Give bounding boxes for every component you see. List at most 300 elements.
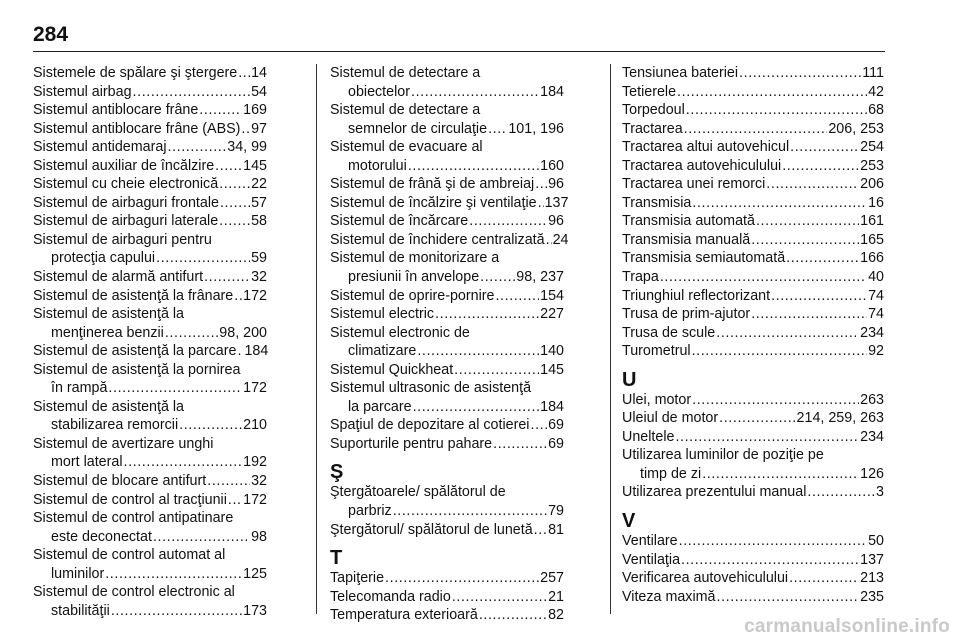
index-entry-line	[622, 409, 884, 428]
index-entry	[33, 268, 267, 287]
index-entry-line	[622, 101, 884, 120]
leader-dots	[686, 101, 867, 120]
index-entry	[330, 379, 564, 416]
index-entry-line	[33, 565, 267, 584]
index-entry-term: Sistemul Quickheat	[330, 361, 454, 378]
index-entry-term: Sistemul de airbaguri laterale	[33, 213, 219, 230]
section-letter: Ş	[330, 461, 344, 484]
index-entry-pages: 97	[251, 120, 267, 137]
index-entry-term: timp de zi	[640, 465, 702, 482]
leader-dots	[692, 391, 859, 410]
leader-dots	[204, 268, 250, 287]
index-entry	[33, 342, 267, 361]
index-entry-term: semnelor de circulaţie	[348, 120, 488, 137]
index-entry	[33, 175, 267, 194]
index-entry	[33, 546, 267, 583]
leader-dots	[124, 453, 243, 472]
leader-dots	[702, 465, 859, 484]
leader-dots	[782, 157, 859, 176]
index-entry	[330, 138, 564, 175]
leader-dots	[241, 120, 250, 139]
index-entry	[622, 569, 884, 588]
leader-dots	[234, 287, 242, 306]
leader-dots	[156, 249, 250, 268]
index-entry-line	[33, 83, 267, 102]
index-entry-term: Uleiul de motor	[622, 410, 719, 427]
index-entry-term: Sistemul de detectare a	[330, 102, 481, 119]
index-entry-pages: 214, 259, 263	[796, 410, 884, 427]
index-entry-term: Tapiţerie	[330, 570, 385, 587]
leader-dots	[385, 569, 539, 588]
index-entry	[33, 287, 267, 306]
leader-dots	[480, 268, 515, 287]
index-entry-line	[33, 528, 267, 547]
index-entry-line	[330, 157, 564, 176]
index-entry	[330, 287, 564, 306]
index-entry-line	[622, 569, 884, 588]
index-entry-line	[330, 435, 564, 454]
index-entry	[622, 120, 884, 139]
column-separator	[610, 64, 611, 614]
index-entry-term: presiunii în anvelope	[348, 269, 480, 286]
leader-dots	[677, 83, 867, 102]
leader-dots	[105, 565, 242, 584]
index-entry-pages: 184	[540, 398, 564, 415]
leader-dots	[228, 491, 242, 510]
index-entry-term: Sistemul de frână şi de ambreiaj	[330, 176, 535, 193]
index-entry-line	[622, 532, 884, 551]
index-entry-term: Transmisia	[622, 194, 692, 211]
index-entry-term: Sistemul airbag	[33, 83, 132, 100]
index-entry-line	[330, 101, 564, 120]
index-entry-pages: 184	[540, 83, 564, 100]
index-entry-line	[622, 157, 884, 176]
index-entry-line	[33, 435, 267, 454]
index-entry-pages: 161	[860, 213, 884, 230]
leader-dots	[751, 305, 867, 324]
index-entry-term: Sistemul electronic de	[330, 324, 470, 341]
index-entry-pages: 263	[860, 391, 884, 408]
index-entry	[622, 101, 884, 120]
index-entry-line	[622, 138, 884, 157]
index-entry-line	[33, 287, 267, 306]
index-entry-term: la parcare	[348, 398, 412, 415]
index-entry-line	[622, 305, 884, 324]
index-entry-term: Viteza maximă	[622, 588, 716, 605]
index-entry-pages: 257	[540, 570, 564, 587]
index-entry	[33, 138, 267, 157]
index-entry-term: Verificarea autovehiculului	[622, 570, 789, 587]
index-entry-term: Sistemul de asistenţă la parcare	[33, 343, 237, 360]
leader-dots	[452, 588, 547, 607]
leader-dots	[108, 379, 242, 398]
index-entry-pages: 14	[251, 65, 267, 81]
leader-dots	[179, 416, 242, 435]
index-entry-pages: 125	[243, 565, 267, 582]
index-entry-pages: 173	[243, 602, 267, 619]
index-entry-line	[330, 361, 564, 380]
index-entry-line	[330, 120, 564, 139]
index-entry-pages: 234	[860, 428, 884, 445]
column-separator	[316, 64, 317, 614]
index-entry-term: Transmisia semiautomată	[622, 250, 786, 267]
index-entry	[622, 391, 884, 410]
index-entry-line	[33, 398, 267, 417]
index-entry-term: Sistemul de detectare a	[330, 65, 481, 81]
index-entry-pages: 235	[860, 588, 884, 605]
index-entry-pages: 145	[540, 361, 564, 378]
index-entry	[330, 606, 564, 625]
leader-dots	[435, 305, 539, 324]
leader-dots	[692, 342, 868, 361]
index-column-2	[330, 64, 569, 625]
index-entry-line	[330, 231, 569, 250]
page-number: 284	[33, 23, 69, 46]
index-entry	[622, 175, 884, 194]
index-entry-term: Ştergătorul/ spălătorul de lunetă	[330, 521, 533, 538]
index-entry-pages: 206	[860, 176, 884, 193]
index-entry-term: Sistemul de asistenţă la	[33, 306, 184, 323]
index-entry-line	[33, 583, 267, 602]
index-entry-line	[33, 453, 267, 472]
index-entry	[33, 231, 267, 268]
leader-dots	[469, 212, 547, 231]
index-entry-term: luminilor	[51, 565, 105, 582]
index-entry-term: obiectelor	[348, 83, 410, 100]
index-entry-line	[33, 472, 267, 491]
index-entry-term: Sistemul de asistenţă la pornirea	[33, 361, 241, 378]
index-entry-term: Sistemul cu cheie electronică	[33, 176, 219, 193]
index-entry-line	[330, 379, 564, 398]
leader-dots	[790, 138, 859, 157]
index-entry-term: este deconectat	[51, 528, 152, 545]
index-entry-pages: 57	[251, 194, 267, 211]
index-entry-term: în rampă	[51, 380, 108, 397]
index-entry-term: Transmisia automată	[622, 213, 755, 230]
leader-dots	[789, 569, 859, 588]
leader-dots	[766, 175, 859, 194]
index-entry-pages: 234	[860, 324, 884, 341]
index-entry-line	[622, 83, 884, 102]
index-entry	[33, 509, 267, 546]
index-entry-line	[622, 268, 884, 287]
index-entry-line	[330, 324, 564, 343]
index-column-3	[622, 64, 884, 606]
index-entry-pages: 169	[243, 102, 267, 119]
index-entry-line	[33, 416, 267, 435]
index-entry-pages: 206, 253	[828, 120, 884, 137]
index-entry-term: Sistemul de încărcare	[330, 213, 469, 230]
index-entry-pages: 210	[243, 417, 267, 434]
index-entry-pages: 92	[868, 343, 884, 360]
index-entry-term: Sistemul de blocare antifurt	[33, 473, 207, 490]
index-entry	[330, 249, 564, 286]
index-entry-pages: 24	[552, 231, 569, 248]
leader-dots	[111, 602, 242, 621]
index-entry	[33, 194, 267, 213]
index-entry-line	[622, 175, 884, 194]
index-entry-pages: 32	[251, 269, 267, 286]
index-entry-term: motorului	[348, 157, 407, 174]
index-entry	[330, 588, 564, 607]
section-letter: V	[622, 510, 636, 533]
leader-dots	[751, 231, 859, 250]
index-entry-pages: 165	[860, 231, 884, 248]
index-entry-pages: 40	[868, 269, 884, 286]
index-entry-pages: 227	[540, 306, 564, 323]
index-entry-line	[330, 268, 564, 287]
index-entry-term: stabilizarea remorcii	[51, 417, 179, 434]
index-entry-pages: 192	[243, 454, 267, 471]
leader-dots	[786, 249, 859, 268]
index-entry-term: Sistemul de control electronic al	[33, 584, 235, 601]
index-entry	[622, 428, 884, 447]
index-entry	[33, 64, 267, 83]
index-entry-term: Tractarea unei remorci	[622, 176, 766, 193]
index-entry-pages: 74	[868, 287, 884, 304]
index-entry-pages: 32	[251, 473, 267, 490]
index-entry-line	[622, 588, 884, 607]
index-entry-pages: 42	[868, 83, 884, 100]
leader-dots	[238, 64, 250, 83]
index-entry-line	[330, 416, 564, 435]
leader-dots	[719, 409, 795, 428]
leader-dots	[215, 157, 242, 176]
index-entry-term: Spaţiul de depozitare al cotierei	[330, 417, 530, 434]
index-entry-term: Transmisia manuală	[622, 231, 751, 248]
index-entry	[330, 361, 564, 380]
index-entry-pages: 98, 200	[219, 324, 267, 341]
index-entry-line	[330, 569, 564, 588]
index-entry-pages: 172	[243, 491, 267, 508]
index-entry	[330, 194, 569, 213]
index-entry-line	[330, 342, 564, 361]
index-entry	[330, 64, 564, 101]
leader-dots	[168, 138, 227, 157]
index-entry-term: Tractarea	[622, 120, 683, 137]
index-entry	[622, 157, 884, 176]
index-entry-term: Uneltele	[622, 428, 675, 445]
index-entry-line	[33, 602, 267, 621]
leader-dots	[153, 528, 250, 547]
index-entry-line	[622, 483, 884, 502]
index-entry-line	[330, 194, 569, 213]
leader-dots	[807, 483, 875, 502]
index-entry-pages: 79	[548, 503, 564, 520]
index-entry-pages: 58	[251, 213, 267, 230]
index-entry-line	[330, 502, 564, 521]
leader-dots	[771, 287, 867, 306]
index-entry	[33, 101, 267, 120]
leader-dots	[488, 120, 507, 139]
header-rule	[33, 51, 885, 52]
index-entry-pages: 69	[548, 435, 564, 452]
index-entry-pages: 254	[860, 139, 884, 156]
index-entry-term: Trapa	[622, 269, 659, 286]
index-entry	[330, 435, 564, 454]
index-entry-line	[622, 120, 884, 139]
index-entry-pages: 98, 237	[516, 269, 564, 286]
index-entry-pages: 82	[548, 607, 564, 624]
leader-dots	[739, 64, 861, 83]
index-entry-line	[330, 64, 564, 83]
index-entry	[33, 83, 267, 102]
index-entry	[330, 305, 564, 324]
index-entry	[33, 305, 267, 342]
index-entry	[622, 342, 884, 361]
index-entry	[330, 521, 564, 540]
index-entry-term: Turometrul	[622, 343, 691, 360]
index-entry-pages: 172	[243, 380, 267, 397]
leader-dots	[411, 83, 539, 102]
index-entry-line	[622, 64, 884, 83]
index-entry-line	[622, 446, 884, 465]
index-entry	[33, 120, 267, 139]
index-entry-term: Tetierele	[622, 83, 677, 100]
index-entry-term: Sistemele de spălare şi ştergere	[33, 65, 238, 81]
leader-dots	[716, 324, 859, 343]
index-entry-term: Sistemul de avertizare unghi	[33, 435, 214, 452]
index-entry-line	[622, 391, 884, 410]
index-entry-term: Tensiunea bateriei	[622, 65, 739, 81]
index-entry-line	[330, 175, 564, 194]
index-entry-term: Utilizarea luminilor de poziţie pe	[622, 447, 824, 464]
index-entry-line	[330, 521, 564, 540]
index-entry	[330, 483, 564, 520]
index-entry	[33, 212, 267, 231]
index-entry-term: Torpedoul	[622, 102, 685, 119]
index-entry-term: Tractarea altui autovehicul	[622, 139, 790, 156]
index-entry-term: Sistemul auxiliar de încălzire	[33, 157, 215, 174]
index-column-1	[33, 64, 267, 620]
index-entry-line	[622, 249, 884, 268]
index-entry-pages: 68	[868, 102, 884, 119]
index-entry-pages: 16	[868, 194, 884, 211]
index-entry-pages: 145	[243, 157, 267, 174]
index-entry-term: Telecomanda radio	[330, 588, 451, 605]
section-letter: U	[622, 368, 637, 391]
leader-dots	[538, 194, 544, 213]
index-entry-line	[33, 212, 267, 231]
index-entry-line	[622, 287, 884, 306]
index-entry-line	[330, 138, 564, 157]
index-entry-line	[33, 101, 267, 120]
index-entry-term: Sistemul de airbaguri pentru	[33, 231, 212, 248]
index-entry-line	[622, 194, 884, 213]
index-entry	[622, 305, 884, 324]
index-entry	[622, 446, 884, 483]
index-entry-line	[330, 588, 564, 607]
leader-dots	[454, 361, 539, 380]
index-entry	[33, 398, 267, 435]
index-entry-line	[33, 509, 267, 528]
leader-dots	[535, 175, 547, 194]
index-entry-pages: 96	[548, 176, 564, 193]
leader-dots	[207, 472, 250, 491]
leader-dots	[684, 120, 828, 139]
leader-dots	[133, 83, 251, 102]
index-entry-pages: 160	[540, 157, 564, 174]
index-entry	[330, 101, 564, 138]
index-entry-line	[33, 231, 267, 250]
leader-dots	[717, 588, 860, 607]
leader-dots	[219, 212, 250, 231]
index-entry-line	[33, 175, 267, 194]
index-entry	[33, 361, 267, 398]
index-entry	[622, 324, 884, 343]
index-entry-line	[330, 305, 564, 324]
index-entry-term: menţinerea benzii	[51, 324, 164, 341]
leader-dots	[531, 416, 548, 435]
index-entry-line	[622, 551, 884, 570]
index-entry-pages: 59	[251, 250, 267, 267]
index-entry-term: Sistemul de airbaguri frontale	[33, 194, 219, 211]
index-entry-line	[622, 428, 884, 447]
index-entry-line	[330, 212, 564, 231]
leader-dots	[756, 212, 859, 231]
index-entry-pages: 253	[860, 157, 884, 174]
index-entry-pages: 34, 99	[227, 139, 267, 156]
index-entry-term: Triunghiul reflectorizant	[622, 287, 771, 304]
index-entry-pages: 126	[860, 465, 884, 482]
index-entry-line	[33, 64, 267, 83]
index-entry-term: Ventilare	[622, 533, 678, 550]
index-entry-line	[622, 465, 884, 484]
index-entry-pages: 213	[860, 570, 884, 587]
index-entry	[622, 64, 884, 83]
index-entry-term: Sistemul de oprire-pornire	[330, 287, 495, 304]
index-entry-term: Tractarea autovehiculului	[622, 157, 782, 174]
index-entry-line	[622, 324, 884, 343]
index-entry-pages: 111	[862, 65, 884, 81]
index-entry	[330, 212, 564, 231]
index-entry-pages: 54	[251, 83, 267, 100]
index-entry	[622, 231, 884, 250]
index-entry	[330, 324, 564, 361]
leader-dots	[479, 606, 547, 625]
index-entry-pages: 81	[548, 521, 564, 538]
index-entry-pages: 184	[244, 343, 269, 360]
leader-dots	[219, 175, 250, 194]
index-entry-line	[33, 268, 267, 287]
index-entry-term: Ştergătoarele/ spălătorul de	[330, 484, 506, 501]
index-entry-line	[33, 379, 267, 398]
leader-dots	[413, 398, 540, 417]
index-entry-term: Sistemul electric	[330, 306, 435, 323]
index-entry-term: Temperatura exterioară	[330, 607, 478, 624]
index-entry-line	[330, 398, 564, 417]
index-entry	[622, 268, 884, 287]
index-entry-line	[33, 324, 267, 343]
watermark: carmanualsonline.info	[744, 616, 950, 637]
index-entry-pages: 96	[548, 213, 564, 230]
index-entry-term: Trusa de prim-ajutor	[622, 306, 751, 323]
index-entry-term: Sistemul de evacuare al	[330, 139, 483, 156]
index-entry-line	[622, 212, 884, 231]
leader-dots	[534, 521, 547, 540]
leader-dots	[495, 287, 539, 306]
index-entry-term: Sistemul de închidere centralizată	[330, 231, 545, 248]
index-entry-line	[33, 194, 267, 213]
leader-dots	[220, 194, 250, 213]
index-entry-pages: 154	[540, 287, 564, 304]
index-entry	[622, 194, 884, 213]
index-entry-line	[622, 342, 884, 361]
leader-dots	[237, 342, 243, 361]
index-entry-line	[33, 546, 267, 565]
index-entry	[622, 409, 884, 428]
leader-dots	[660, 268, 867, 287]
